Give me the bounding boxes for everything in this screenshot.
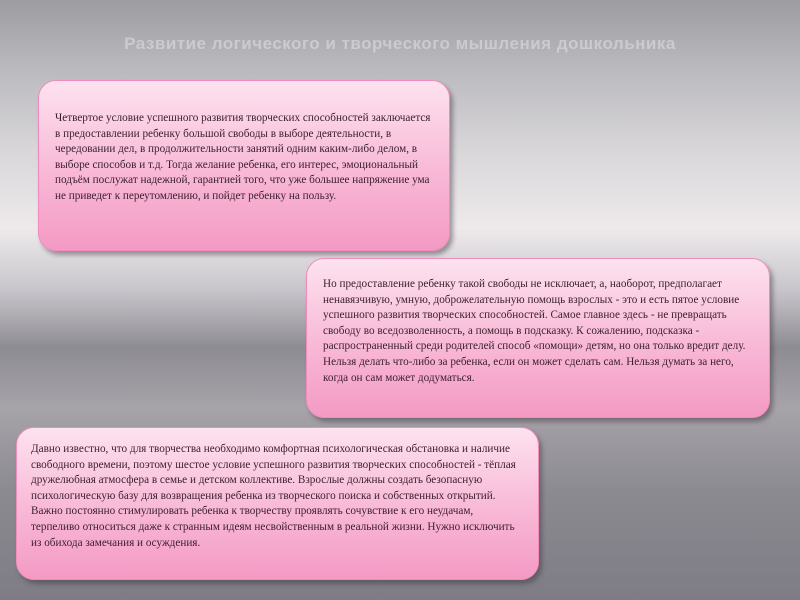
condition-four-text: Четвертое условие успешного развития творческих способностей заключается в предоставлении ребенку большой свободы в выборе деятельности, в чередовании дел, в продолжительности занятий одним каким-либо делом, в выборе способов и т.д. Тогда желание ребенка, его интерес, эмоциональный подъём послужат надежной, гарантией того, что уже большее напряжение ума не приведет к переутомлению, и пойдет ребенку на пользу.	[55, 112, 431, 202]
condition-four-card	[38, 80, 450, 251]
slide-title: Развитие логического и творческого мышления дошкольника	[124, 34, 676, 53]
condition-five-card	[306, 258, 770, 418]
condition-six-card	[16, 427, 539, 580]
condition-five-text: Но предоставление ребенку такой свободы не исключает, а, наоборот, предполагает ненавязчивую, умную, доброжелательную помощь взрослых - это и есть пятое условие успешного развития творческих способностей. Самое главное здесь - не превращать свободу во вседозволенность, а помощь в подсказку. К сожалению, подсказка - распространенный среди родителей способ «помощи» детям, но она только вредит делу. Нельзя делать что-либо за ребенка, если он может сделать сам. Нельзя думать за него, когда он сам может додуматься.	[323, 278, 746, 384]
condition-six-text: Давно известно, что для творчества необходимо комфортная психологическая обстановка и наличие свободного времени, поэтому шестое условие успешного развития творческих способностей - тёплая дружелюбная атмосфера в семье и детском коллективе. Взрослые должны создать безопасную психологическую базу для возвращения ребенка из творческого поиска и собственных открытий. Важно постоянно стимулировать ребенка к творчеству проявлять сочувствие к его неудачам, терпеливо относиться даже к странным идеям несвойственным в реальной жизни. Нужно исключить из обихода замечания и осуждения.	[31, 443, 516, 549]
